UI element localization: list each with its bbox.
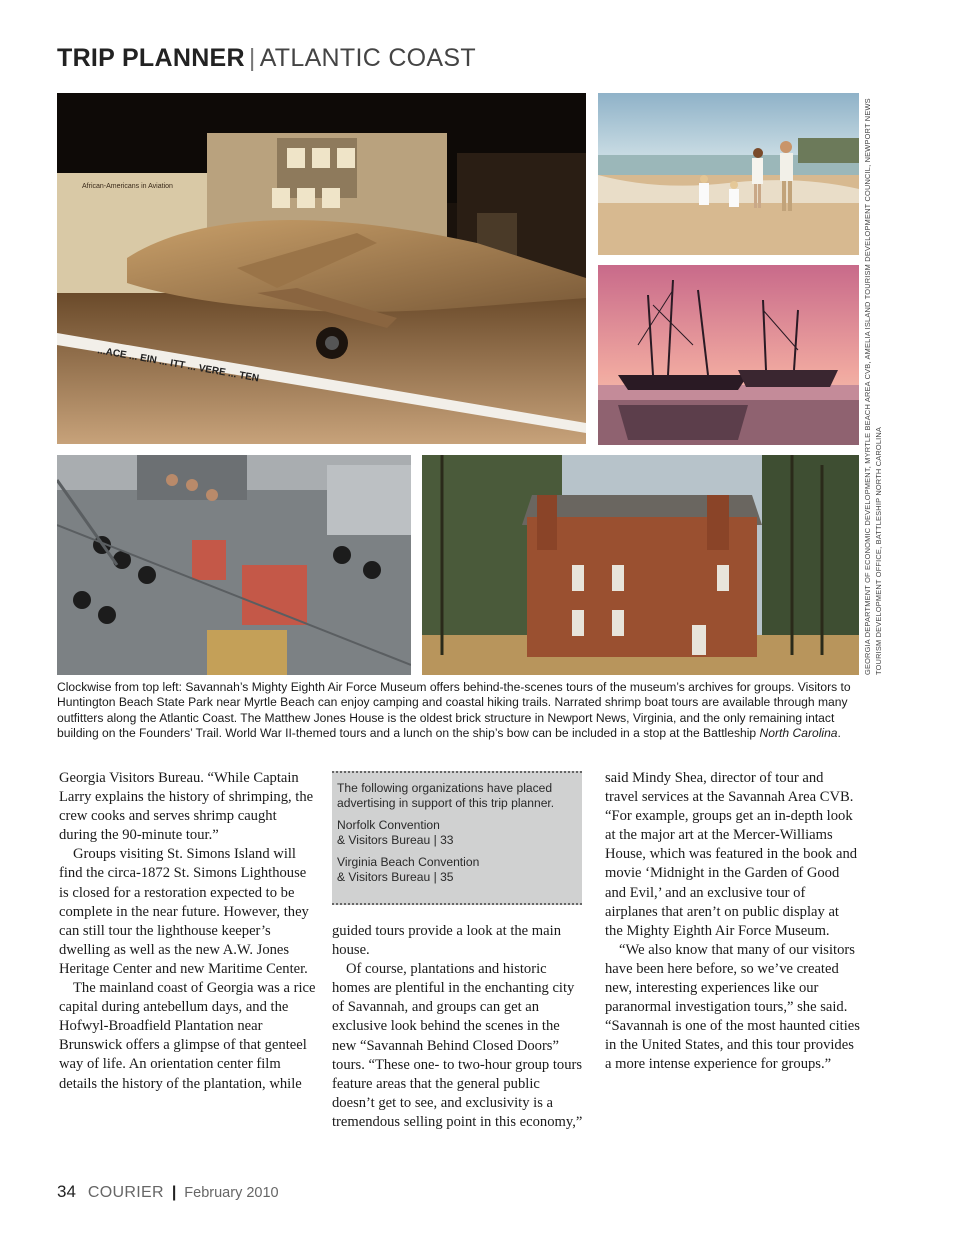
caption-ship-name: North Carolina: [759, 726, 838, 741]
photo-credit: [862, 95, 888, 675]
advertiser-1-page[interactable]: & Visitors Bureau | 33: [337, 832, 454, 847]
issue-date: February 2010: [184, 1185, 279, 1201]
publication-name: COURIER: [87, 1184, 164, 1201]
advertiser-box: [332, 771, 582, 905]
photo-battleship: [57, 455, 411, 675]
article-column-3: [605, 769, 860, 1075]
caption-end: .: [837, 726, 841, 741]
col1-paragraph-1: Georgia Visitors Bureau. “While Captain Larry explains the history of shrimping, the crew cooks and serves shrimp caught during the 90-minute tour.”: [59, 770, 314, 844]
section-title: TRIP PLANNER: [57, 44, 245, 72]
advertiser-intro: The following organizations have placed advertising in support of this trip planner.: [337, 781, 555, 810]
advertiser-2-name[interactable]: Virginia Beach Convention: [337, 855, 480, 870]
col3-paragraph-1: said Mindy Shea, director of tour and travel services at the Savannah Area CVB. “For example, groups get an in-depth look at the major art at the Mercer-Williams House, which was featured in the book and movie ‘Midnight in the Garden of Good and Evil,’ and an exclusive tour of airplanes that aren’t on public display at the Mighty Eighth Air Force Museum.: [605, 770, 858, 939]
caption-text: Clockwise from top left: Savannah’s Mighty Eighth Air Force Museum offers behind-the-scenes tours of the museum’s archives for groups. Visitors to Huntington Beach State Park near Myrtle Beach can enjoy camping and coastal hiking trails. Narrated shrimp boat tours are available through many outfitters along the Atlantic Coast. The Matthew Jones House is the oldest brick structure in Newport News, Virginia, and the only remaining intact building on the Founders’ Trail. World War II-themed tours and a lunch on the ship’s bow can be included in a stop at the Battleship: [57, 680, 851, 741]
photo-shrimp-boats: [598, 265, 859, 445]
photo-museum: [57, 93, 586, 444]
photo-credit-line-1: GEORGIA DEPARTMENT OF ECONOMIC DEVELOPMENT, MYRTLE BEACH AREA CVB, AMELIA ISLAND TOURISM DEVELOPMENT COUNCIL, NEWPORT NEWS: [863, 98, 872, 675]
col1-paragraph-3: The mainland coast of Georgia was a rice capital during antebellum days, and the Hofwyl-Broadfield Plantation near Brunswick offers a glimpse of that genteel way of life. An orientation center film details the history of the plantation, while: [59, 980, 316, 1092]
photo-house: [422, 455, 859, 675]
col2-paragraph-1: guided tours provide a look at the main house.: [332, 923, 561, 959]
advertiser-2-page[interactable]: & Visitors Bureau | 35: [337, 869, 454, 884]
photo-caption: [57, 680, 857, 742]
section-region: ATLANTIC COAST: [259, 44, 476, 72]
col3-paragraph-2: “We also know that many of our visitors have been here before, so we’ve created new, interesting experiences like our paranormal investigation tours,” she said. “Savannah is one of the most haunted cities in the United States, and this tour provides a more intense experience for groups.”: [605, 941, 860, 1073]
advertiser-1-name[interactable]: Norfolk Convention: [337, 818, 440, 833]
museum-sign-text: African-Americans in Aviation: [82, 183, 173, 190]
col1-paragraph-2: Groups visiting St. Simons Island will find the circa-1872 St. Simons Lighthouse is closed for a restoration expected to be complete in the near future. However, they can still tour the lighthouse keeper’s dwelling as well as the new A.W. Jones Heritage Center and new Maritime Center.: [59, 846, 309, 977]
article-column-1: [59, 769, 317, 1094]
header-separator: |: [248, 44, 256, 72]
museum-barrier-text: ...ACE ... EIN ... ITT ... VERE ... TEN: [96, 345, 260, 385]
photo-beach: [598, 93, 859, 255]
photo-credit-line-2: TOURISM DEVELOPMENT OFFICE, BATTLESHIP NORTH CAROLINA: [874, 426, 883, 675]
col2-paragraph-2: Of course, plantations and historic homes are plentiful in the enchanting city of Savannah, and groups can get an exclusive look behind the scenes in the new “Savannah Behind Closed Doors” tours. “These one- to two-hour group tours feature areas that the general public doesn’t get to see, and exclusivity is a tremendous selling point in this economy,”: [332, 961, 583, 1130]
footer-separator: |: [171, 1184, 177, 1201]
page-number: 34: [57, 1182, 76, 1201]
page-footer: [57, 1182, 279, 1202]
page-header: [57, 44, 476, 73]
